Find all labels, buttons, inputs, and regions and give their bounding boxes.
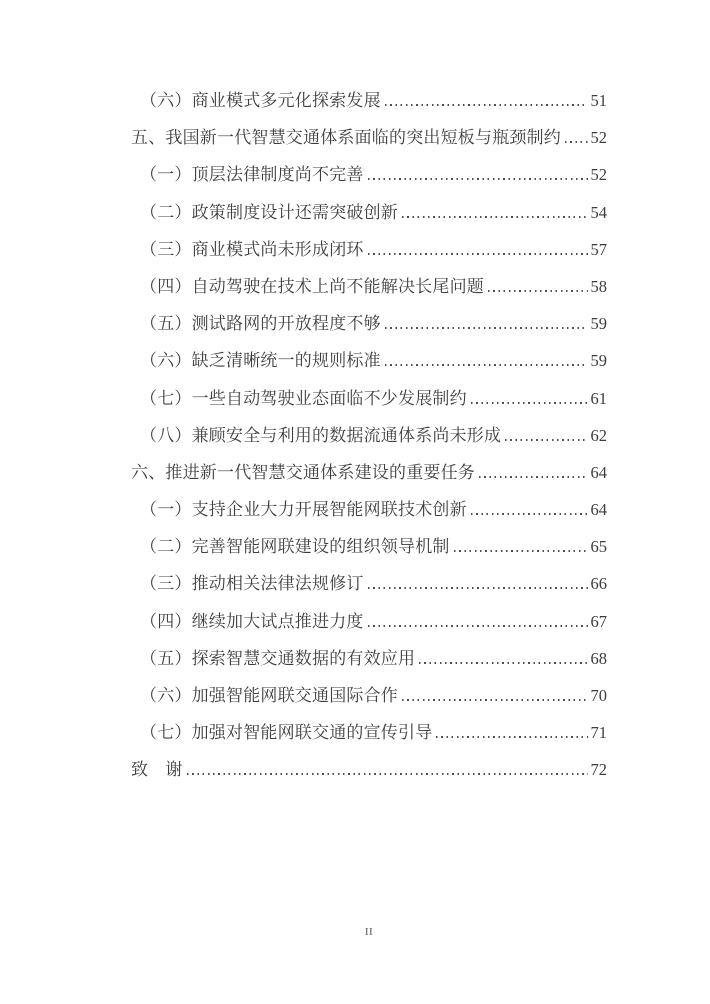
- toc-entry-page-number: 64: [590, 500, 607, 520]
- toc-dot-leader: [368, 178, 588, 180]
- toc-entry-label: （五）探索智慧交通数据的有效应用: [140, 648, 416, 668]
- toc-entry[interactable]: [131, 380, 607, 417]
- toc-entry-label: （二）完善智能网联建设的组织领导机制: [140, 537, 450, 557]
- toc-entry[interactable]: [131, 342, 607, 379]
- toc-entry-page-number: 71: [590, 723, 607, 743]
- toc-entry-page-number: 72: [590, 760, 607, 780]
- toc-entry-label: （四）自动驾驶在技术上尚不能解决长尾问题: [140, 276, 484, 296]
- toc-dot-leader: [565, 141, 588, 143]
- toc-entry-page-number: 65: [590, 537, 607, 557]
- toc-dot-leader: [402, 216, 588, 218]
- toc-dot-leader: [471, 402, 588, 404]
- toc-dot-leader: [505, 439, 587, 441]
- toc-entry-label: （二）政策制度设计还需突破创新: [140, 202, 398, 222]
- toc-entry[interactable]: [131, 751, 607, 788]
- toc-entry[interactable]: [131, 231, 607, 268]
- toc-entry-label: （六）缺乏清晰统一的规则标准: [140, 351, 381, 371]
- toc-entry-page-number: 64: [590, 462, 607, 482]
- toc-entry-label: 致 谢: [131, 760, 183, 780]
- toc-entry-page-number: 58: [590, 276, 607, 296]
- toc-entry[interactable]: [131, 305, 607, 342]
- toc-entry-page-number: 68: [590, 648, 607, 668]
- toc-entry-label: 六、推进新一代智慧交通体系建设的重要任务: [131, 462, 475, 482]
- toc-entry-page-number: 59: [590, 351, 607, 371]
- toc-entry[interactable]: [131, 603, 607, 640]
- toc-entry[interactable]: [131, 640, 607, 677]
- toc-dot-leader: [471, 513, 588, 515]
- toc-entry-label: （七）一些自动驾驶业态面临不少发展制约: [140, 388, 467, 408]
- toc-entry-page-number: 51: [590, 91, 607, 110]
- toc-dot-leader: [187, 773, 588, 775]
- toc-dot-leader: [454, 550, 588, 552]
- toc-entry-page-number: 52: [590, 128, 607, 148]
- toc-entry[interactable]: [131, 417, 607, 454]
- toc-dot-leader: [368, 625, 588, 627]
- toc-entry-label: （三）商业模式尚未形成闭环: [140, 239, 364, 259]
- toc-entry[interactable]: [131, 565, 607, 602]
- toc-dot-leader: [368, 253, 588, 255]
- toc-dot-leader: [488, 290, 588, 292]
- toc-entry[interactable]: [131, 677, 607, 714]
- toc-dot-leader: [479, 476, 588, 478]
- toc-entry[interactable]: [131, 491, 607, 528]
- toc-entry[interactable]: [131, 156, 607, 193]
- toc-list: [131, 82, 607, 789]
- toc-entry[interactable]: [131, 119, 607, 156]
- toc-entry-label: （一）支持企业大力开展智能网联技术创新: [140, 500, 467, 520]
- toc-entry-page-number: 66: [590, 574, 607, 594]
- toc-entry[interactable]: [131, 268, 607, 305]
- toc-entry-label: （四）继续加大试点推进力度: [140, 611, 364, 631]
- toc-dot-leader: [402, 699, 588, 701]
- toc-entry-page-number: 52: [590, 165, 607, 185]
- toc-entry[interactable]: [131, 454, 607, 491]
- toc-entry[interactable]: [131, 714, 607, 751]
- toc-entry-label: 五、我国新一代智慧交通体系面临的突出短板与瓶颈制约: [131, 128, 561, 148]
- toc-entry-label: （三）推动相关法律法规修订: [140, 574, 364, 594]
- toc-entry[interactable]: [131, 528, 607, 565]
- toc-dot-leader: [419, 662, 587, 664]
- toc-entry-page-number: 70: [590, 686, 607, 705]
- toc-dot-leader: [368, 587, 588, 589]
- toc-entry-page-number: 54: [590, 202, 607, 222]
- toc-entry-page-number: 61: [590, 388, 607, 408]
- toc-entry-label: （六）加强智能网联交通国际合作: [140, 686, 398, 705]
- footer-page-number: II: [364, 926, 374, 938]
- toc-dot-leader: [385, 327, 588, 329]
- toc-dot-leader: [385, 104, 588, 106]
- toc-entry-page-number: 62: [590, 425, 607, 445]
- toc-entry-page-number: 57: [590, 239, 607, 259]
- toc-entry-label: （七）加强对智能网联交通的宣传引导: [140, 723, 433, 743]
- toc-entry-label: （八）兼顾安全与利用的数据流通体系尚未形成: [140, 425, 502, 445]
- toc-entry-page-number: 59: [590, 314, 607, 334]
- toc-entry[interactable]: [131, 194, 607, 231]
- toc-dot-leader: [436, 736, 587, 738]
- toc-entry[interactable]: [131, 82, 607, 119]
- toc-entry-label: （五）测试路网的开放程度不够: [140, 314, 381, 334]
- toc-entry-label: （六）商业模式多元化探索发展: [140, 91, 381, 110]
- toc-dot-leader: [385, 364, 588, 366]
- toc-entry-label: （一）顶层法律制度尚不完善: [140, 165, 364, 185]
- toc-entry-page-number: 67: [590, 611, 607, 631]
